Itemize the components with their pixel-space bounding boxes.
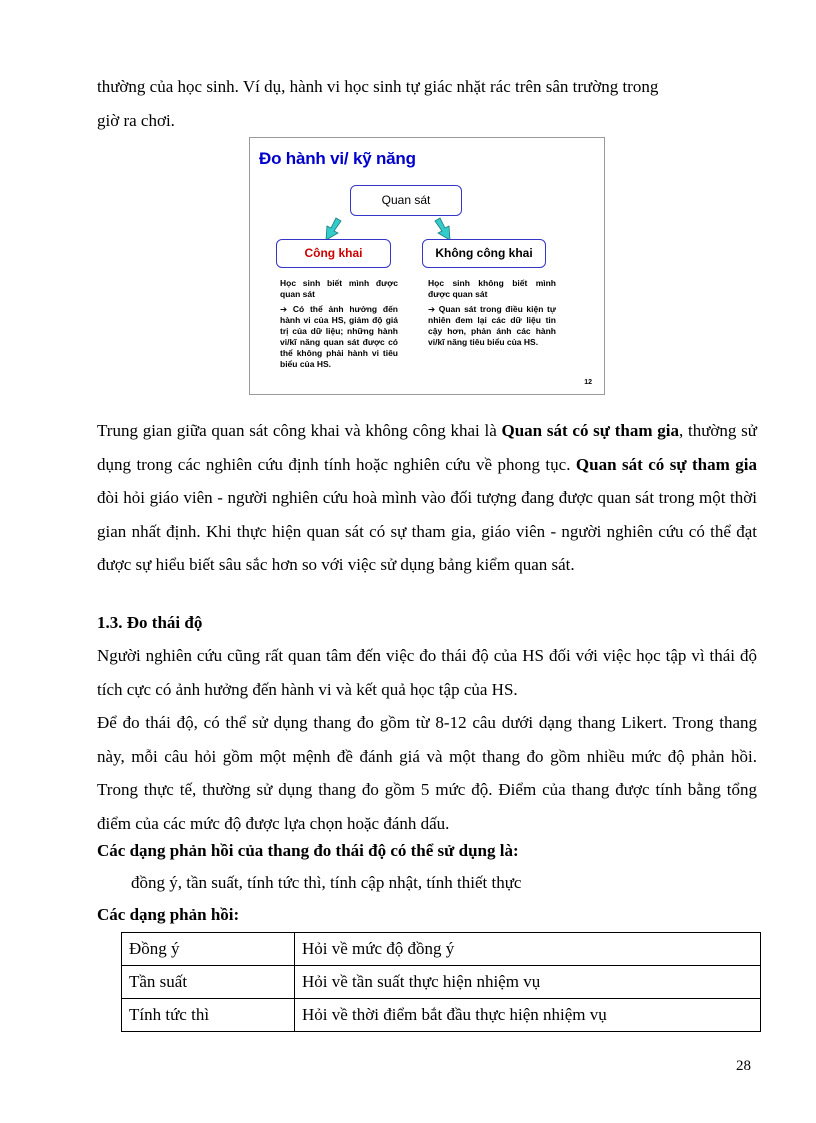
overt-text-1: Học sinh biết mình được quan sát — [280, 278, 398, 299]
overt-description — [280, 278, 398, 370]
participation-paragraph — [97, 414, 757, 582]
intro-line-2: giờ ra chơi. — [97, 110, 175, 130]
covert-text-2: ➔ Quan sát trong điều kiện tự nhiên đem lại các dữ liệu tin cậy hơn, phản ánh các hành vi/kĩ năng tiêu biểu của HS. — [428, 304, 556, 347]
table-row — [122, 999, 761, 1032]
page-number: 28 — [736, 1058, 751, 1074]
participation-text-1: Trung gian giữa quan sát công khai và không công khai là — [97, 421, 502, 440]
forms-heading: Các dạng phản hồi của thang đo thái độ có thể sử dụng là: — [97, 841, 519, 860]
overt-box: Công khai — [276, 239, 391, 268]
table-row — [122, 933, 761, 966]
table-cell-description: Hỏi về tần suất thực hiện nhiệm vụ — [295, 966, 761, 999]
covert-description — [428, 278, 556, 348]
table-cell-form: Đồng ý — [122, 933, 295, 966]
table-cell-form: Tần suất — [122, 966, 295, 999]
intro-line-1: thường của học sinh. Ví dụ, hành vi học sinh tự giác nhặt rác trên sân trường trong — [97, 77, 659, 96]
table-cell-description: Hỏi về mức độ đồng ý — [295, 933, 761, 966]
slide-figure — [249, 137, 605, 395]
arrow-down-left-icon — [324, 217, 342, 241]
table-cell-form: Tính tức thì — [122, 999, 295, 1032]
participation-term-2: Quan sát có sự tham gia — [575, 454, 757, 474]
participation-text-2: , thường sử dụng trong các nghiên cứu định tính hoặc nghiên cứu về phong tục. — [97, 421, 757, 474]
covert-box: Không công khai — [422, 239, 546, 268]
slide-title: Đo hành vi/ kỹ năng — [259, 149, 416, 168]
response-forms-table — [121, 932, 761, 1032]
slide-number: 12 — [584, 379, 592, 386]
participation-text-3: đòi hỏi giáo viên - người nghiên cứu hoà mình vào đối tượng đang được quan sát trong một thời gian nhất định. Khi thực hiện quan sát có sự tham gia, giáo viên - người nghiên cứu có thể đạt được sự hiểu biết sâu sắc hơn so với việc sử dụng bảng kiểm quan sát. — [97, 488, 757, 574]
participation-term-1: Quan sát có sự tham gia — [501, 421, 679, 440]
table-heading: Các dạng phản hồi: — [97, 905, 240, 924]
observation-box: Quan sát — [350, 185, 462, 216]
forms-list: đồng ý, tần suất, tính tức thì, tính cập nhật, tính thiết thực — [131, 873, 522, 892]
overt-text-2: ➔ Có thể ảnh hưởng đến hành vi của HS, giảm độ giá trị của dữ liệu; những hành vi/kĩ năng quan sát được có thể không phải hành vi tiêu biểu của HS. — [280, 304, 398, 369]
attitude-paragraph-1: Người nghiên cứu cũng rất quan tâm đến việc đo thái độ của HS đối với việc học tập vì thái độ tích cực có ảnh hưởng đến hành vi và kết quả học tập của HS. — [97, 646, 757, 699]
section-heading: 1.3. Đo thái độ — [97, 613, 203, 632]
intro-paragraph — [97, 70, 757, 137]
attitude-paragraph-2: Để đo thái độ, có thể sử dụng thang đo gồm từ 8-12 câu dưới dạng thang Likert. Trong thang này, mỗi câu hỏi gồm một mệnh đề đánh giá và một thang đo gồm nhiều mức độ phản hồi. Trong thực tế, thường sử dụng thang đo gồm 5 mức độ. Điểm của thang được tính bằng tổng điểm của các mức độ được lựa chọn hoặc đánh dấu. — [97, 713, 757, 833]
covert-text-1: Học sinh không biết mình được quan sát — [428, 278, 556, 299]
table-cell-description: Hỏi về thời điểm bắt đầu thực hiện nhiệm vụ — [295, 999, 761, 1032]
table-row — [122, 966, 761, 999]
arrow-down-right-icon — [434, 217, 452, 241]
